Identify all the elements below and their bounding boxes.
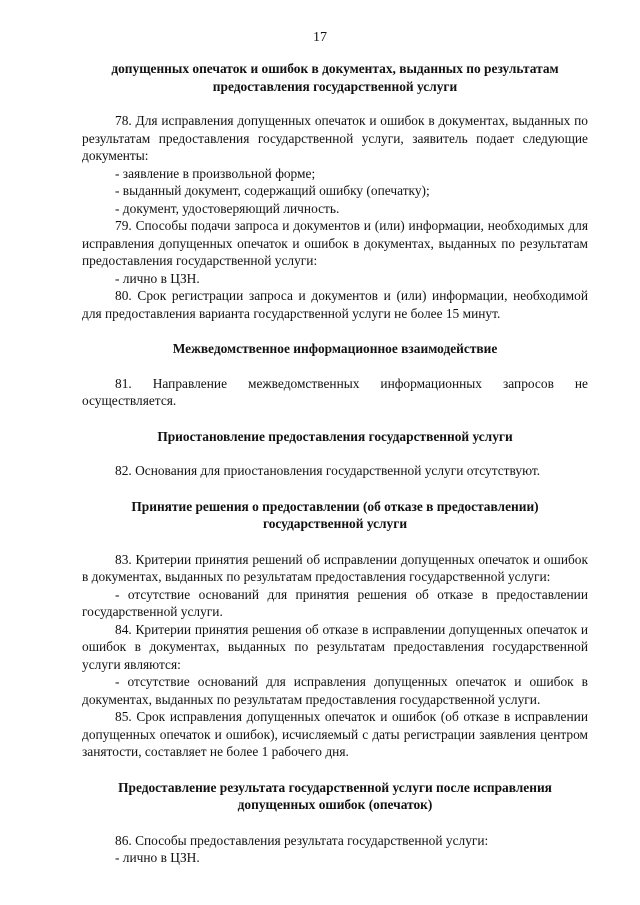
- paragraph-85: 85. Срок исправления допущенных опечаток и ошибок (об отказе в исправлении допущенных опечаток и ошибок), исчисляемый с даты регистрации заявления центром занятости, составляет не более 1 рабочего дня.: [82, 709, 588, 759]
- heading-line: допущенных опечаток и ошибок в документах, выданных по результатам: [111, 61, 559, 76]
- list-item: - лично в ЦЗН.: [115, 850, 200, 865]
- page-number: 17: [313, 30, 327, 45]
- heading-line: допущенных ошибок (опечаток): [237, 797, 433, 812]
- paragraph-78: 78. Для исправления допущенных опечаток и ошибок в документах, выданных по результатам предоставления государственной услуги, заявитель подает следующие документы:: [82, 113, 588, 163]
- list-item: - отсутствие оснований для принятия решения об отказе в предоставлении государственной услуги.: [82, 586, 588, 619]
- heading-line: предоставления государственной услуги: [212, 78, 458, 94]
- list-item: - документ, удостоверяющий личность.: [115, 200, 340, 216]
- document-body: [82, 60, 588, 867]
- section-heading: [82, 779, 588, 814]
- paragraph-86: 86. Способы предоставления результата государственной услуги:: [115, 832, 489, 848]
- paragraph-83: 83. Критерии принятия решений об исправлении допущенных опечаток и ошибок в документах, выданных по результатам предоставления государственной услуги:: [82, 551, 588, 584]
- list-item: - лично в ЦЗН.: [115, 270, 200, 286]
- paragraph-84: 84. Критерии принятия решения об отказе в исправлении допущенных опечаток и ошибок в документах, выданных по результатам предоставления государственной услуги являются:: [82, 621, 588, 672]
- heading-line: Межведомственное информационное взаимодействие: [172, 341, 498, 356]
- heading-line: государственной услуги: [262, 516, 408, 531]
- section-heading: [82, 428, 588, 446]
- heading-line: Предоставление результата государственной услуги после исправления: [118, 779, 552, 795]
- heading-line: Приостановление предоставления государственной услуги: [157, 428, 513, 444]
- section-heading: [82, 498, 588, 533]
- paragraph-81: 81. Направление межведомственных информационных запросов не осуществляется.: [82, 375, 588, 408]
- section-heading: [82, 340, 588, 358]
- paragraph-79: 79. Способы подачи запроса и документов и (или) информации, необходимых для исправления допущенных опечаток и ошибок в документах, выданных по результатам предоставления государственной услуги:: [82, 218, 588, 268]
- paragraph-80: 80. Срок регистрации запроса и документов и (или) информации, необходимой для предоставления варианта государственной услуги не более 15 минут.: [82, 288, 588, 321]
- list-item: - заявление в произвольной форме;: [115, 165, 316, 181]
- paragraph-82: 82. Основания для приостановления государственной услуги отсутствуют.: [115, 463, 541, 478]
- section-heading: [82, 60, 588, 95]
- list-item: - отсутствие оснований для исправления допущенных опечаток и ошибок в документах, выданных по результатам предоставления государственной услуги.: [82, 674, 588, 707]
- heading-line: Принятие решения о предоставлении (об отказе в предоставлении): [131, 498, 539, 514]
- list-item: - выданный документ, содержащий ошибку (опечатку);: [115, 183, 430, 198]
